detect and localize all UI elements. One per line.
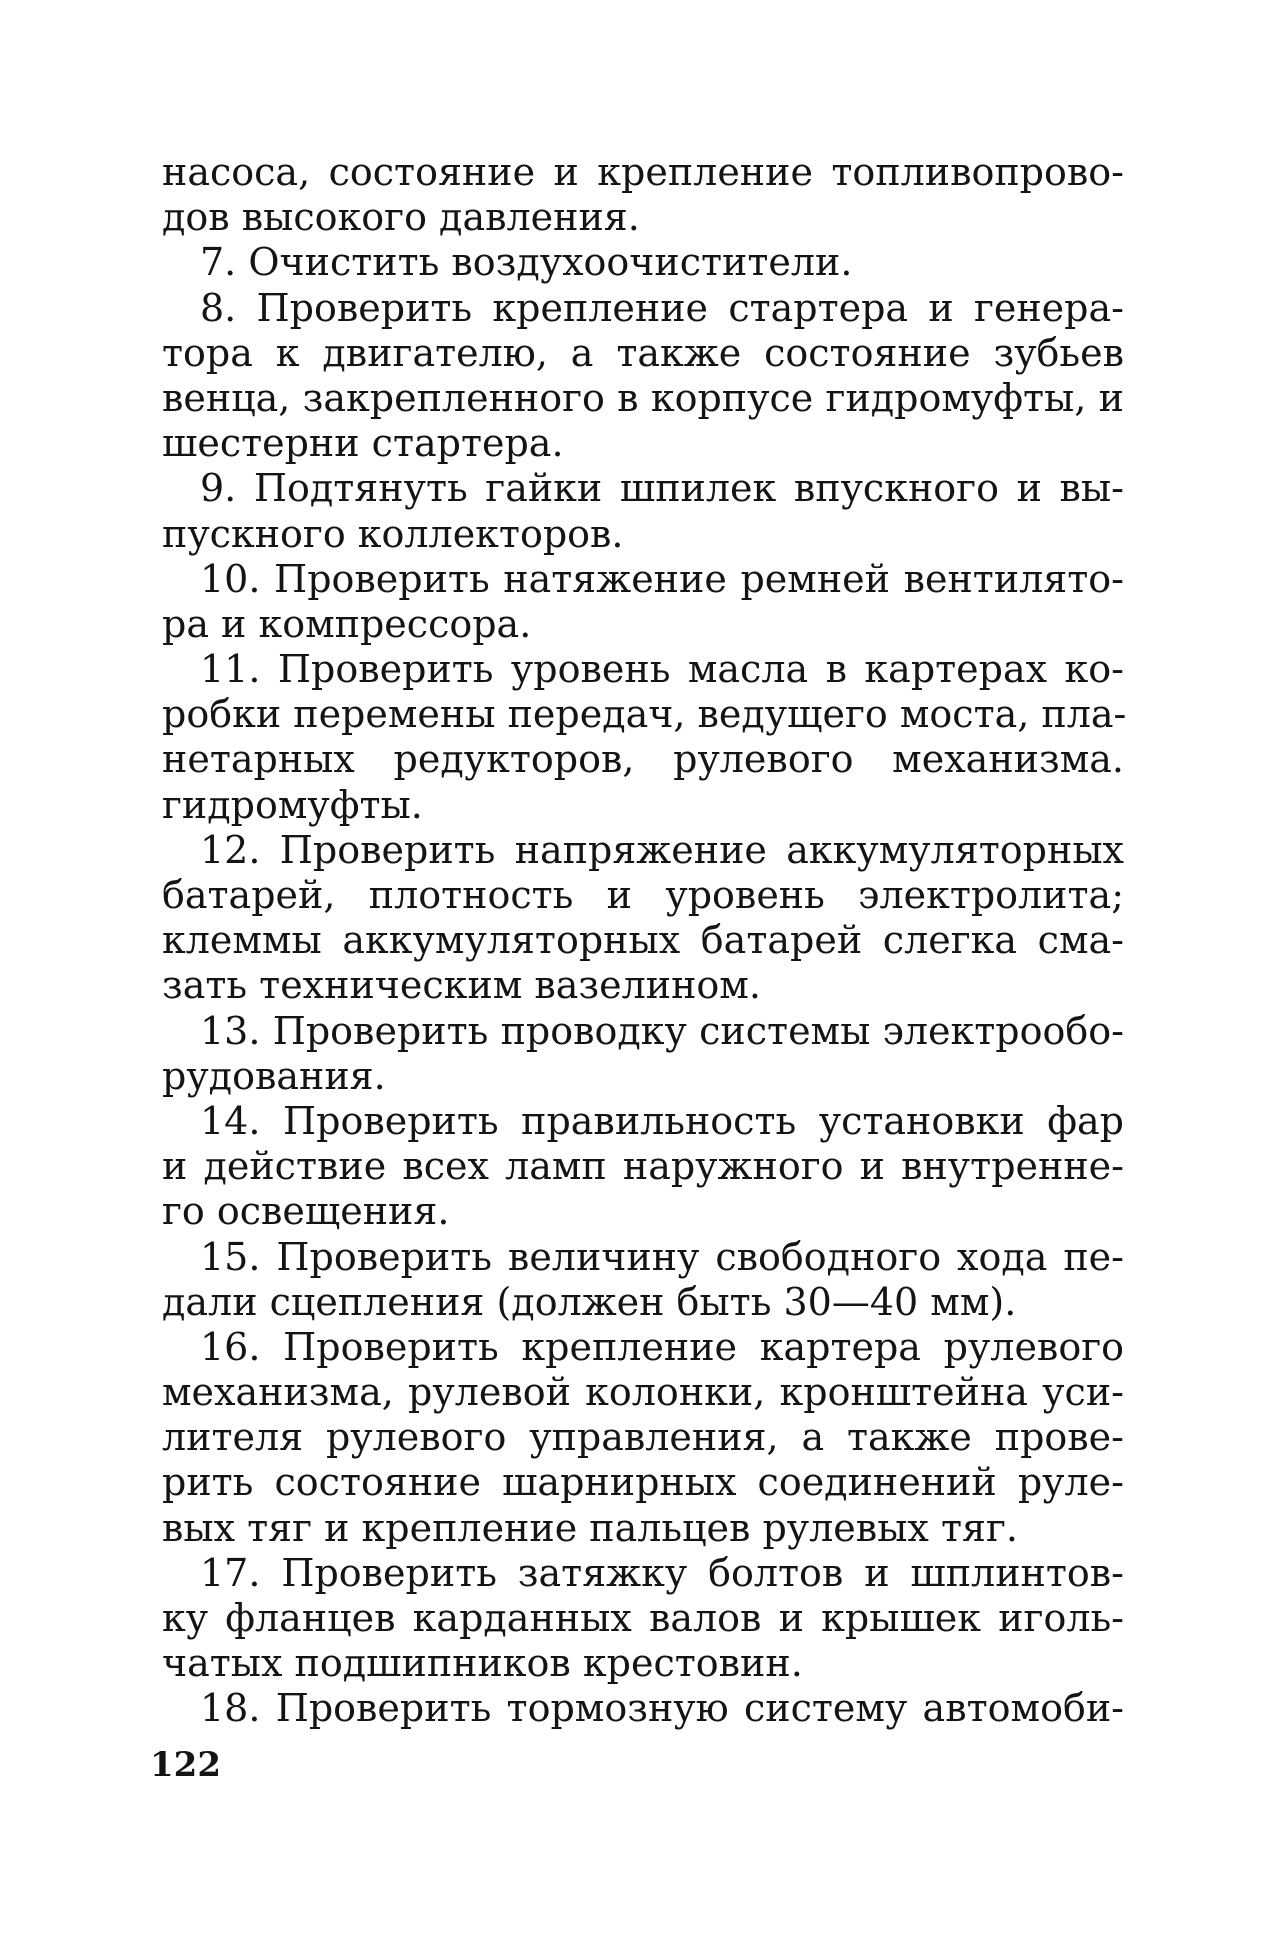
text-line: рудования. bbox=[162, 1053, 386, 1098]
text-line: лителя рулевого управления, а также прове- bbox=[162, 1415, 1124, 1460]
text-line: 16. Проверить крепление картера рулевого bbox=[200, 1324, 1124, 1369]
text-line: насоса, состояние и крепление топливопрово- bbox=[162, 150, 1124, 194]
text-line: рить состояние шарнирных соединений руле- bbox=[162, 1460, 1124, 1505]
text-line: клеммы аккумуляторных батарей слегка сма- bbox=[162, 918, 1124, 963]
list-item-10 bbox=[162, 557, 1124, 647]
text-line: 10. Проверить натяжение ремней вентилято- bbox=[200, 556, 1124, 601]
text-line: робки перемены передач, ведущего моста, пла- bbox=[162, 692, 1127, 737]
list-item-14 bbox=[162, 1099, 1124, 1235]
text-line: чатых подшипников крестовин. bbox=[162, 1641, 803, 1686]
text-line: механизма, рулевой колонки, кронштейна уси- bbox=[162, 1370, 1124, 1415]
page-body bbox=[162, 150, 1127, 1732]
list-item-17 bbox=[162, 1551, 1124, 1687]
text-line: 13. Проверить проводку системы электрообо- bbox=[200, 1008, 1124, 1053]
text-line: зать техническим вазелином. bbox=[162, 963, 761, 1008]
list-item-15 bbox=[162, 1235, 1124, 1325]
list-item-16 bbox=[162, 1325, 1124, 1551]
text-line: тора к двигателю, а также состояние зубьев bbox=[162, 330, 1124, 375]
list-item-12 bbox=[162, 828, 1124, 1009]
text-line: дали сцепления (должен быть 30—40 мм). bbox=[162, 1279, 1017, 1324]
text-line: 12. Проверить напряжение аккумуляторных bbox=[200, 827, 1124, 872]
page-number: 122 bbox=[150, 1745, 221, 1785]
text-line: 14. Проверить правильность установки фар bbox=[200, 1098, 1124, 1143]
list-item-13 bbox=[162, 1009, 1124, 1099]
text-line: 9. Подтянуть гайки шпилек впускного и вы- bbox=[200, 466, 1124, 511]
list-item-11 bbox=[162, 647, 1127, 828]
text-line: шестерни стартера. bbox=[162, 421, 564, 466]
text-line: венца, закрепленного в корпусе гидромуфты, и bbox=[162, 375, 1124, 420]
text-line: пускного коллекторов. bbox=[162, 511, 624, 556]
text-line: 17. Проверить затяжку болтов и шплинтов- bbox=[200, 1550, 1124, 1595]
text-line: ра и компрессора. bbox=[162, 601, 532, 646]
text-line: 8. Проверить крепление стартера и генера- bbox=[200, 285, 1124, 330]
text-line: дов высокого давления. bbox=[162, 195, 640, 240]
text-line: вых тяг и крепление пальцев рулевых тяг. bbox=[162, 1505, 1018, 1550]
text-line: 15. Проверить величину свободного хода пе- bbox=[200, 1234, 1124, 1279]
text-line: го освещения. bbox=[162, 1189, 450, 1234]
text-line: и действие всех ламп наружного и внутренне- bbox=[162, 1144, 1124, 1189]
paragraph-pump-continuation bbox=[162, 150, 1124, 240]
text-line: нетарных редукторов, рулевого механизма. bbox=[162, 737, 1124, 782]
list-item-9 bbox=[162, 466, 1124, 556]
list-item-8 bbox=[162, 286, 1124, 467]
text-line: 11. Проверить уровень масла в картерах ко- bbox=[200, 647, 1124, 692]
text-line: 18. Проверить тормозную систему автомоби- bbox=[200, 1686, 1124, 1731]
text-line: гидромуфты. bbox=[162, 782, 423, 827]
text-line: ку фланцев карданных валов и крышек иголь- bbox=[162, 1596, 1124, 1640]
text-line: батарей, плотность и уровень электролита; bbox=[162, 873, 1124, 917]
list-item-7 bbox=[162, 240, 1124, 285]
list-item-18 bbox=[162, 1686, 1124, 1731]
text-line: 7. Очистить воздухоочистители. bbox=[200, 240, 853, 285]
